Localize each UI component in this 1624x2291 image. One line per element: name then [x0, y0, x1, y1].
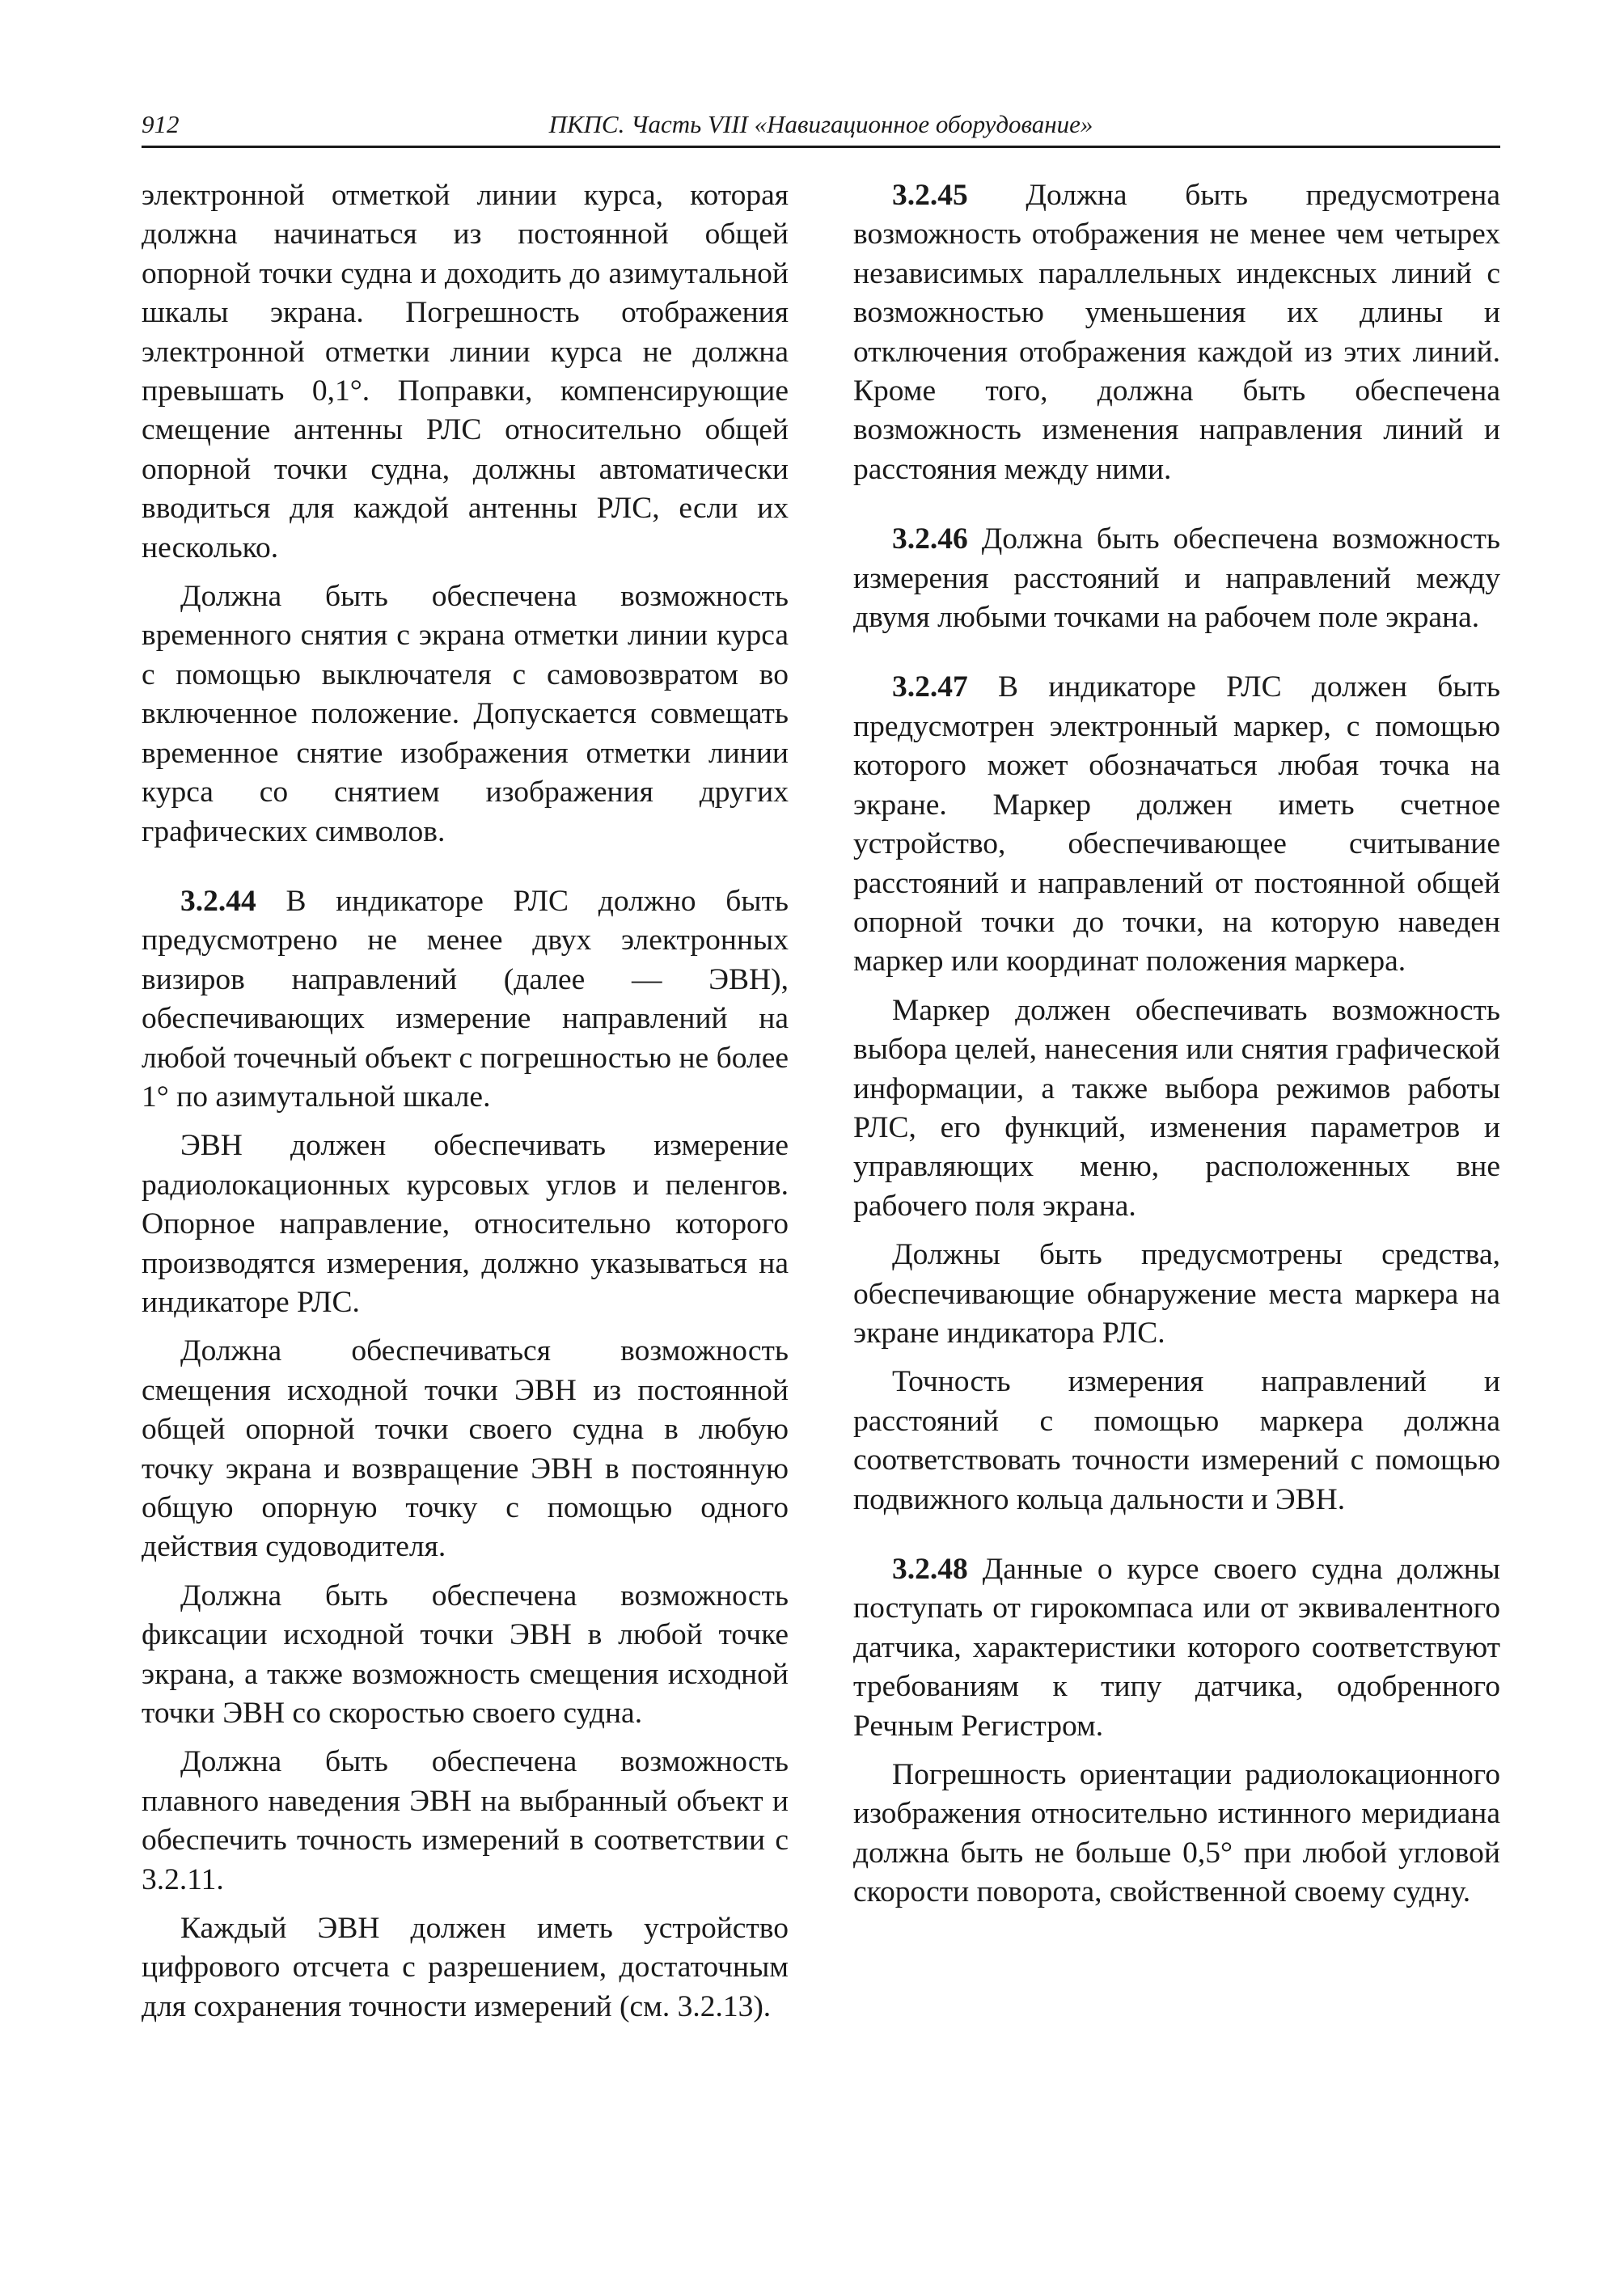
section-number: 3.2.45: [892, 179, 968, 212]
section-3-2-47: [853, 668, 1500, 981]
section-text: Должна быть обеспечена возможность измерения расстояний и направлений между двумя любыми точками на рабочем поле экрана.: [853, 522, 1500, 635]
page-header: [142, 104, 1500, 148]
paragraph: Должна обеспечиваться возможность смещения исходной точки ЭВН из постоянной общей опорной точки своего судна в любую точку экрана и возвращение ЭВН в постоянную общую опорную точку с помощью одного действия судоводителя.: [142, 1334, 789, 1564]
paragraph: Должна быть обеспечена возможность временного снятия с экрана отметки линии курса с помощью выключателя с самовозвратом во включенное положение. Допускается совмещать временное снятие изображения отметки линии курса со снятием изображения других графических символов.: [142, 580, 789, 848]
paragraph: Должны быть предусмотрены средства, обеспечивающие обнаружение места маркера на экране индикатора РЛС.: [853, 1238, 1500, 1350]
paragraph: Точность измерения направлений и расстояний с помощью маркера должна соответствовать точности измерений с помощью подвижного кольца дальности и ЭВН.: [853, 1365, 1500, 1516]
paragraph: Погрешность ориентации радиолокационного изображения относительно истинного меридиана должна быть не больше 0,5° при любой угловой скорости поворота, свойственной своему судну.: [853, 1758, 1500, 1909]
paragraph: Маркер должен обеспечивать возможность выбора целей, нанесения или снятия графической информации, а также выбора режимов работы РЛС, его функций, изменения параметров и управляющих меню, расположенных вне рабочего поля экрана.: [853, 993, 1500, 1223]
section-number: 3.2.47: [892, 670, 968, 704]
section-text: Данные о курсе своего судна должны поступать от гирокомпаса или от эквивалентного датчика, характеристики которого соответствуют требованиям к типу датчика, одобренного Речным Регистром.: [853, 1553, 1500, 1743]
section-text: Должна быть предусмотрена возможность отображения не менее чем четырех независимых параллельных индексных линий с возможностью уменьшения их длины и отключения отображения каждой из этих линий. Кроме того, должна быть обеспечена возможность изменения направления линий и расстояния между ними.: [853, 179, 1500, 486]
section-text: В индикаторе РЛС должен быть предусмотрен электронный маркер, с помощью которого может обозначаться любая точка на экране. Маркер должен иметь счетное устройство, обеспечивающее считывание расстояний и направлений от постоянной общей опорной точки до точки, на которую наведен маркер или координат положения маркера.: [853, 670, 1500, 979]
section-number: 3.2.48: [892, 1553, 968, 1586]
section-3-2-46: [853, 520, 1500, 637]
paragraph-continued: электронной отметкой линии курса, которая должна начинаться из постоянной общей опорной точки судна и доходить до азимутальной шкалы экрана. Погрешность отображения электронной отметки линии курса не должна превышать 0,1°. Поправки, компенсирующие смещение антенны РЛС относительно общей опорной точки судна, должны автоматически вводиться для каждой антенны РЛС, если их несколько.: [142, 179, 789, 564]
page-number: 912: [142, 110, 180, 138]
section-text: В индикаторе РЛС должно быть предусмотрено не менее двух электронных визиров направлений (далее — ЭВН), обеспечивающих измерение направлений на любой точечный объект с погрешностью не более 1° по азимутальной шкале.: [142, 884, 789, 1114]
section-3-2-45: [853, 176, 1500, 489]
section-number: 3.2.44: [180, 884, 256, 918]
paragraph: Должна быть обеспечена возможность плавного наведения ЭВН на выбранный объект и обеспечить точность измерений в соответствии с 3.2.11.: [142, 1745, 789, 1896]
paragraph: ЭВН должен обеспечивать измерение радиолокационных курсовых углов и пеленгов. Опорное направление, относительно которого производятся измерения, должно указываться на индикаторе РЛС.: [142, 1129, 789, 1319]
running-title: ПКПС. Часть VIII «Навигационное оборудование»: [548, 110, 1093, 138]
paragraph: Должна быть обеспечена возможность фиксации исходной точки ЭВН в любой точке экрана, а также возможность смещения исходной точки ЭВН со скоростью своего судна.: [142, 1579, 789, 1731]
section-3-2-48: [853, 1550, 1500, 1746]
right-column: [853, 176, 1500, 1913]
section-number: 3.2.46: [892, 522, 968, 556]
paragraph: Каждый ЭВН должен иметь устройство цифрового отсчета с разрешением, достаточным для сохранения точности измерений (см. 3.2.13).: [142, 1912, 789, 2023]
left-column: [142, 176, 789, 2027]
section-3-2-44: [142, 882, 789, 1117]
